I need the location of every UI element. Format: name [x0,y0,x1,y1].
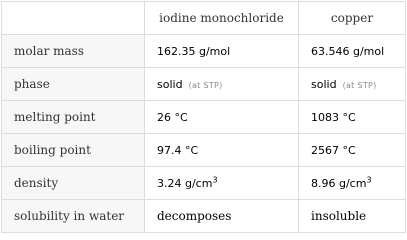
value-text: 63.546 g/mol [311,44,385,58]
value-text: 1083 °C [311,110,356,124]
column-header-iodine-monochloride: iodine monochloride [145,2,299,35]
table-row [2,134,406,167]
value-cell [145,101,299,134]
value-cell [299,35,406,68]
value-superscript: 3 [212,174,218,184]
table-row [2,167,406,200]
value-cell [145,167,299,200]
table-row [2,200,406,233]
value-text: solid [311,77,337,91]
row-label: density [2,167,145,200]
value-cell [145,35,299,68]
row-label: boiling point [2,134,145,167]
header-row [2,2,406,35]
value-note: (at STP) [188,80,223,90]
value-text: decomposes [157,209,232,223]
table-row [2,101,406,134]
value-cell [145,200,299,233]
value-cell [299,167,406,200]
corner-cell [2,2,145,35]
value-text: 162.35 g/mol [157,44,231,58]
value-text: 2567 °C [311,143,356,157]
value-text: 3.24 g/cm [157,176,213,190]
value-text: 8.96 g/cm [311,176,367,190]
value-cell [299,68,406,101]
row-label: phase [2,68,145,101]
table-row [2,35,406,68]
row-label: molar mass [2,35,145,68]
value-superscript: 3 [366,174,372,184]
table-row [2,68,406,101]
row-label: melting point [2,101,145,134]
value-note: (at STP) [342,80,377,90]
value-cell [299,134,406,167]
value-cell [299,101,406,134]
value-cell [145,68,299,101]
value-text: solid [157,77,183,91]
comparison-table [1,1,406,233]
value-text: 26 °C [157,110,188,124]
value-text: insoluble [311,209,367,223]
table-body [2,2,406,233]
value-cell [145,134,299,167]
column-header-copper: copper [299,2,406,35]
value-text: 97.4 °C [157,143,199,157]
value-cell [299,200,406,233]
row-label: solubility in water [2,200,145,233]
